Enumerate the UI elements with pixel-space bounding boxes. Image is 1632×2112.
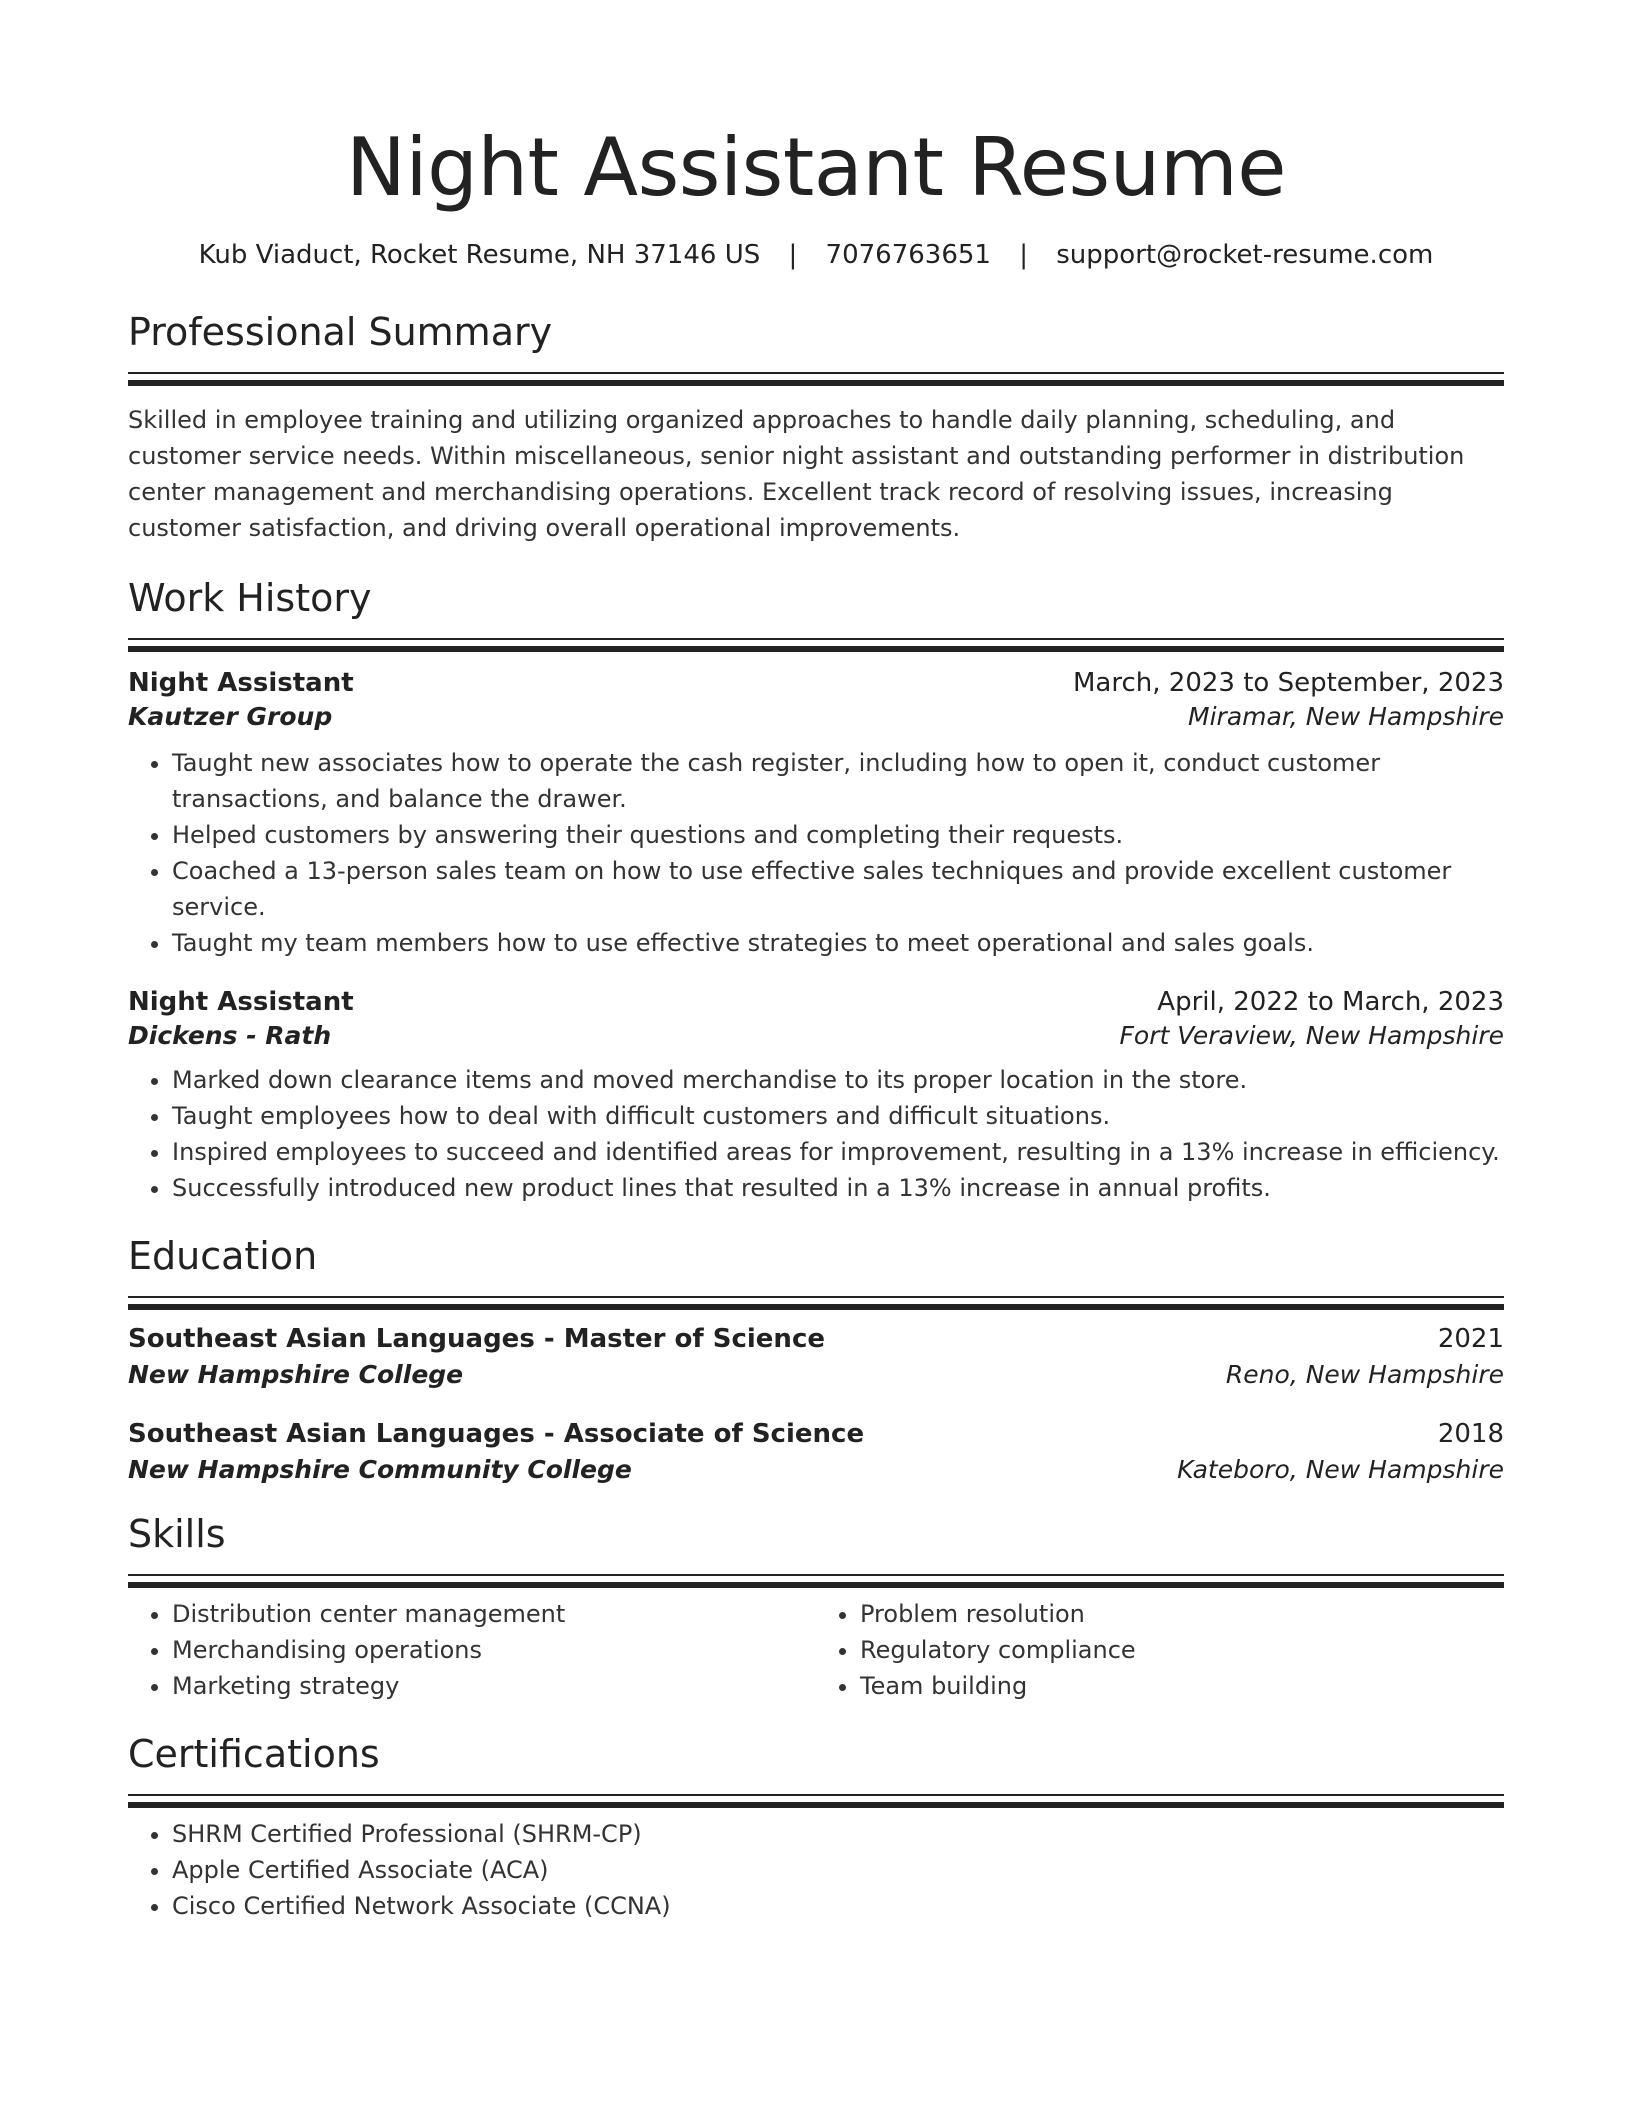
list-item: • SHRM Certified Professional (SHRM-CP) xyxy=(172,1816,1504,1852)
job-entry xyxy=(128,987,1504,1206)
job-location: Miramar, New Hampshire xyxy=(1188,702,1504,731)
list-item: • Problem resolution xyxy=(860,1596,1504,1632)
section-divider xyxy=(128,1794,1504,1802)
summary-heading: Professional Summary xyxy=(128,310,553,354)
list-item: • Team building xyxy=(860,1668,1504,1704)
education-section xyxy=(128,1232,1504,1484)
job-title: Night Assistant xyxy=(128,668,354,698)
work-history-heading: Work History xyxy=(128,576,372,620)
contact-separator: | xyxy=(1019,240,1028,270)
resume-page xyxy=(128,0,1504,1924)
summary-section xyxy=(128,308,1504,546)
list-item: • Inspired employees to succeed and identified areas for improvement, resulting in a 13% increase in efficiency. xyxy=(172,1134,1504,1170)
job-dates: April, 2022 to March, 2023 xyxy=(1157,987,1504,1017)
skills-column-left xyxy=(128,1596,816,1704)
contact-email: support@rocket-resume.com xyxy=(1056,240,1434,270)
school-name: New Hampshire College xyxy=(128,1360,464,1389)
job-bullets xyxy=(128,745,1504,961)
graduation-year: 2021 xyxy=(1437,1324,1504,1354)
list-item: • Helped customers by answering their questions and completing their requests. xyxy=(172,817,1504,853)
school-location: Reno, New Hampshire xyxy=(1225,1360,1504,1389)
degree: Southeast Asian Languages - Associate of Science xyxy=(128,1419,865,1449)
list-item: • Marketing strategy xyxy=(172,1668,816,1704)
list-item: • Cisco Certified Network Associate (CCNA) xyxy=(172,1888,1504,1924)
job-title: Night Assistant xyxy=(128,987,354,1017)
skills-heading: Skills xyxy=(128,1512,226,1556)
list-item: • Taught my team members how to use effective strategies to meet operational and sales goals. xyxy=(172,925,1504,961)
job-location: Fort Veraview, New Hampshire xyxy=(1119,1021,1504,1050)
list-item: • Merchandising operations xyxy=(172,1632,816,1668)
section-divider xyxy=(128,638,1504,646)
list-item: • Marked down clearance items and moved merchandise to its proper location in the store. xyxy=(172,1062,1504,1098)
job-entry xyxy=(128,668,1504,961)
school-name: New Hampshire Community College xyxy=(128,1455,632,1484)
section-divider xyxy=(128,372,1504,380)
education-heading: Education xyxy=(128,1234,318,1278)
certifications-heading: Certifications xyxy=(128,1732,380,1776)
job-company: Kautzer Group xyxy=(128,702,333,731)
education-entry xyxy=(128,1419,1504,1484)
skills-list xyxy=(128,1596,1504,1704)
school-location: Kateboro, New Hampshire xyxy=(1177,1455,1504,1484)
skills-section xyxy=(128,1510,1504,1704)
list-item: • Coached a 13-person sales team on how to use effective sales techniques and provide excellent customer service. xyxy=(172,853,1504,925)
degree: Southeast Asian Languages - Master of Science xyxy=(128,1324,825,1354)
list-item: • Apple Certified Associate (ACA) xyxy=(172,1852,1504,1888)
section-divider xyxy=(128,1574,1504,1582)
contact-phone: 7076763651 xyxy=(825,240,991,270)
list-item: • Distribution center management xyxy=(172,1596,816,1632)
certifications-section xyxy=(128,1730,1504,1924)
resume-title: Night Assistant Resume xyxy=(346,121,1286,214)
summary-text: Skilled in employee training and utilizing organized approaches to handle daily planning, scheduling, and customer service needs. Within miscellaneous, senior night assistant and outstanding performer in distribution center management and merchandising operations. Excellent track record of resolving issues, increasing customer satisfaction, and driving overall operational improvements. xyxy=(128,406,1465,542)
contact-address: Kub Viaduct, Rocket Resume, NH 37146 US xyxy=(198,240,761,270)
job-bullets xyxy=(128,1062,1504,1206)
list-item: • Successfully introduced new product lines that resulted in a 13% increase in annual profits. xyxy=(172,1170,1504,1206)
skills-column-right xyxy=(816,1596,1504,1704)
certifications-list xyxy=(128,1816,1504,1924)
education-entry xyxy=(128,1324,1504,1389)
contact-line xyxy=(128,238,1504,272)
list-item: • Regulatory compliance xyxy=(860,1632,1504,1668)
graduation-year: 2018 xyxy=(1437,1419,1504,1449)
job-dates: March, 2023 to September, 2023 xyxy=(1073,668,1504,698)
contact-separator: | xyxy=(788,240,798,270)
section-divider xyxy=(128,1296,1504,1304)
list-item: • Taught new associates how to operate the cash register, including how to open it, conduct customer transactions, and balance the drawer. xyxy=(172,745,1504,817)
job-company: Dickens - Rath xyxy=(128,1021,332,1050)
work-history-section xyxy=(128,574,1504,1206)
list-item: • Taught employees how to deal with difficult customers and difficult situations. xyxy=(172,1098,1504,1134)
